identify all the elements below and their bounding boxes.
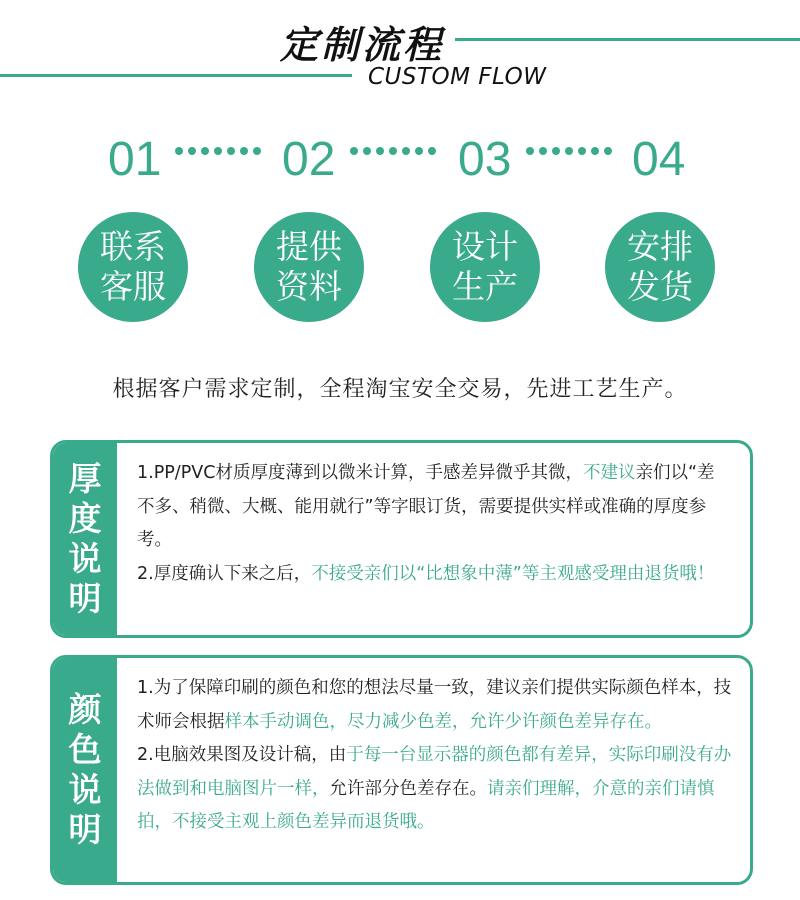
step-label: 联系 <box>100 227 166 266</box>
paragraph-highlight: 于每一台显示器的颜色都有差异，实际印刷没有办法做到和电脑图片一样， <box>137 745 732 799</box>
paragraph-text: 亲们以“差不多、稍微、大概、能用就行”等字眼订货，需要提供实样或准确的厚度参考。 <box>137 463 715 550</box>
step-circle-contact-service <box>78 212 188 322</box>
side-char: 说 <box>68 539 102 578</box>
color-card-label <box>53 658 117 882</box>
paragraph-text: 1.PP/PVC材质厚度薄到以微米计算，手感差异微乎其微， <box>137 463 583 483</box>
paragraph-highlight: 样本手动调色，尽力减少色差，允许少许颜色差异存在。 <box>224 711 662 732</box>
color-card-body <box>117 658 750 882</box>
title-divider-left <box>0 74 352 77</box>
step-circle-provide-materials <box>254 212 364 322</box>
page-subtitle: CUSTOM FLOW <box>368 64 547 90</box>
page-title: 定制流程 <box>280 23 445 67</box>
title-divider-right <box>455 38 800 41</box>
step-number-4: 04 <box>632 133 686 186</box>
step-dots-3 <box>526 147 612 155</box>
summary-text: 根据客户需求定制，全程淘宝安全交易，先进工艺生产。 <box>112 377 688 402</box>
paragraph-highlight: 请亲们理解，介意的亲们请慎拍，不接受主观上颜色差异而退货哦。 <box>137 778 715 832</box>
step-dots-1 <box>175 147 261 155</box>
side-char: 明 <box>68 810 102 849</box>
paragraph-text: 2.电脑效果图及设计稿，由 <box>137 745 347 765</box>
paragraph-text: 1.为了保障印刷的颜色和您的想法尽量一致，建议亲们提供实际颜色样本，技术师会根据 <box>137 678 732 732</box>
color-paragraph-2 <box>137 739 732 840</box>
step-label: 提供 <box>276 227 342 266</box>
side-char: 明 <box>68 579 102 618</box>
step-label: 设计 <box>452 227 518 266</box>
step-number-2: 02 <box>282 133 336 186</box>
side-char: 厚 <box>68 459 102 498</box>
paragraph-text: 2.厚度确认下来之后， <box>137 563 312 584</box>
thickness-card-label <box>53 443 117 635</box>
thickness-paragraph-2 <box>137 558 732 592</box>
thickness-paragraph-1 <box>137 457 732 558</box>
side-char: 色 <box>68 730 102 769</box>
step-label: 资料 <box>276 267 342 306</box>
step-label: 生产 <box>452 267 518 306</box>
step-number-1: 01 <box>108 133 162 186</box>
thickness-card-body <box>117 443 750 635</box>
step-label: 发货 <box>627 267 693 306</box>
paragraph-highlight: 不建议 <box>582 463 636 483</box>
side-char: 度 <box>68 499 102 538</box>
step-label: 客服 <box>100 267 166 306</box>
side-char: 颜 <box>68 690 102 729</box>
step-dots-2 <box>350 147 436 155</box>
color-paragraph-1 <box>137 672 732 739</box>
paragraph-text: 允许部分色差存在。 <box>329 778 487 799</box>
step-circle-arrange-shipping <box>605 212 715 322</box>
step-number-3: 03 <box>458 133 512 186</box>
color-note-card <box>50 655 753 885</box>
thickness-note-card <box>50 440 753 638</box>
step-label: 安排 <box>627 227 693 266</box>
paragraph-highlight: 不接受亲们以“比想象中薄”等主观感受理由退货哦！ <box>311 563 715 584</box>
side-char: 说 <box>68 770 102 809</box>
step-circle-design-production <box>430 212 540 322</box>
